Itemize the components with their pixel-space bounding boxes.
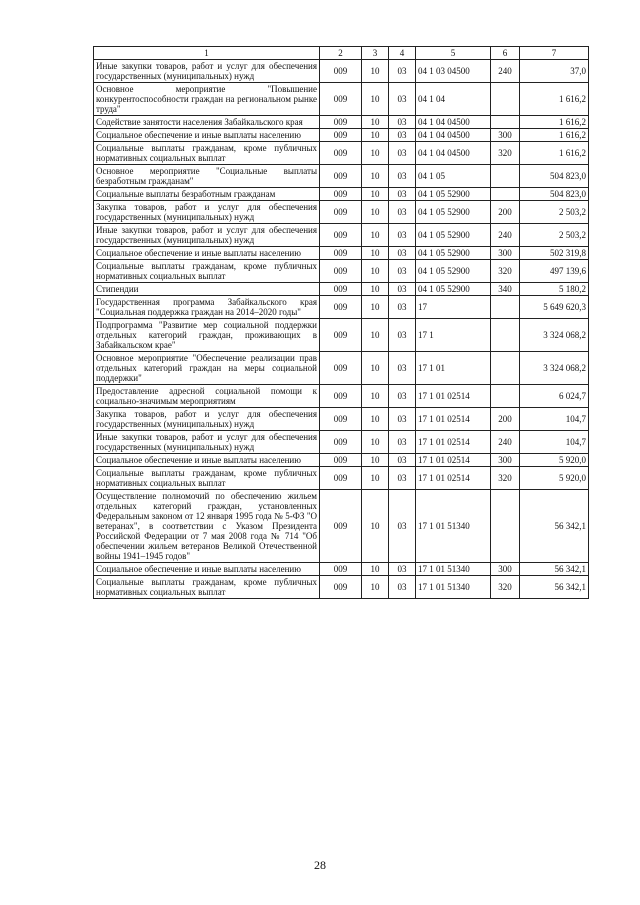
- row-target-article-cell: 04 1 05 52900: [416, 260, 491, 283]
- row-target-article-cell: 17 1 01 02514: [416, 385, 491, 408]
- row-subsection-cell: 03: [389, 142, 416, 165]
- row-code-cell: 009: [320, 60, 362, 83]
- row-name-cell: Иные закупки товаров, работ и услуг для обеспечения государственных (муниципальных) нужд: [94, 60, 320, 83]
- row-target-article-cell: 04 1 05: [416, 165, 491, 188]
- table-row: [94, 454, 589, 467]
- row-expense-type-cell: [491, 165, 520, 188]
- row-subsection-cell: 03: [389, 431, 416, 454]
- table-row: [94, 260, 589, 283]
- row-subsection-cell: 03: [389, 165, 416, 188]
- row-section-cell: 10: [362, 296, 389, 319]
- row-name-cell: Социальные выплаты безработным гражданам: [94, 188, 320, 201]
- row-expense-type-cell: [491, 116, 520, 129]
- table-row: [94, 563, 589, 576]
- row-code-cell: 009: [320, 454, 362, 467]
- row-expense-type-cell: 340: [491, 283, 520, 296]
- table-row: [94, 385, 589, 408]
- row-target-article-cell: 04 1 05 52900: [416, 283, 491, 296]
- page-number: 28: [314, 858, 326, 872]
- row-section-cell: 10: [362, 408, 389, 431]
- row-section-cell: 10: [362, 454, 389, 467]
- row-name-cell: Основное мероприятие "Обеспечение реализации прав отдельных категорий граждан на меры социальной поддержки": [94, 352, 320, 385]
- row-section-cell: 10: [362, 283, 389, 296]
- table-row: [94, 165, 589, 188]
- row-target-article-cell: 17 1 01 02514: [416, 431, 491, 454]
- row-subsection-cell: 03: [389, 116, 416, 129]
- row-section-cell: 10: [362, 224, 389, 247]
- row-subsection-cell: 03: [389, 408, 416, 431]
- row-section-cell: 10: [362, 319, 389, 352]
- row-name-cell: Иные закупки товаров, работ и услуг для обеспечения государственных (муниципальных) нужд: [94, 431, 320, 454]
- row-target-article-cell: 04 1 05 52900: [416, 224, 491, 247]
- row-subsection-cell: 03: [389, 247, 416, 260]
- table-row: [94, 60, 589, 83]
- row-amount-cell: 1 616,2: [520, 142, 589, 165]
- table-row: [94, 467, 589, 490]
- row-amount-cell: 37,0: [520, 60, 589, 83]
- row-amount-cell: 1 616,2: [520, 129, 589, 142]
- row-section-cell: 10: [362, 352, 389, 385]
- row-subsection-cell: 03: [389, 60, 416, 83]
- row-amount-cell: 504 823,0: [520, 165, 589, 188]
- row-expense-type-cell: 320: [491, 142, 520, 165]
- table-row: [94, 188, 589, 201]
- row-expense-type-cell: 200: [491, 408, 520, 431]
- row-amount-cell: 1 616,2: [520, 83, 589, 116]
- row-amount-cell: 56 342,1: [520, 576, 589, 599]
- row-name-cell: Социальное обеспечение и иные выплаты населению: [94, 129, 320, 142]
- table-body: [94, 60, 589, 599]
- row-code-cell: 009: [320, 142, 362, 165]
- row-expense-type-cell: [491, 352, 520, 385]
- row-section-cell: 10: [362, 165, 389, 188]
- row-section-cell: 10: [362, 116, 389, 129]
- row-subsection-cell: 03: [389, 296, 416, 319]
- row-subsection-cell: 03: [389, 83, 416, 116]
- table-row: [94, 490, 589, 563]
- row-amount-cell: 104,7: [520, 408, 589, 431]
- row-expense-type-cell: 300: [491, 563, 520, 576]
- row-name-cell: Закупка товаров, работ и услуг для обеспечения государственных (муниципальных) нужд: [94, 408, 320, 431]
- row-code-cell: 009: [320, 319, 362, 352]
- row-target-article-cell: 04 1 05 52900: [416, 201, 491, 224]
- table-row: [94, 352, 589, 385]
- budget-table: [93, 46, 589, 599]
- header-cell-7: 7: [520, 47, 589, 60]
- row-section-cell: 10: [362, 385, 389, 408]
- row-code-cell: 009: [320, 129, 362, 142]
- row-code-cell: 009: [320, 165, 362, 188]
- table-row: [94, 283, 589, 296]
- row-amount-cell: 497 139,6: [520, 260, 589, 283]
- row-amount-cell: 3 324 068,2: [520, 319, 589, 352]
- row-amount-cell: 2 503,2: [520, 224, 589, 247]
- row-name-cell: Стипендии: [94, 283, 320, 296]
- row-subsection-cell: 03: [389, 467, 416, 490]
- row-name-cell: Социальные выплаты гражданам, кроме публичных нормативных социальных выплат: [94, 576, 320, 599]
- row-subsection-cell: 03: [389, 490, 416, 563]
- table-row: [94, 83, 589, 116]
- row-code-cell: 009: [320, 224, 362, 247]
- table-header: [94, 47, 589, 60]
- row-expense-type-cell: 300: [491, 247, 520, 260]
- row-section-cell: 10: [362, 431, 389, 454]
- row-subsection-cell: 03: [389, 352, 416, 385]
- row-code-cell: 009: [320, 283, 362, 296]
- row-amount-cell: 3 324 068,2: [520, 352, 589, 385]
- row-expense-type-cell: 240: [491, 224, 520, 247]
- row-subsection-cell: 03: [389, 201, 416, 224]
- row-expense-type-cell: 240: [491, 431, 520, 454]
- row-target-article-cell: 17 1 01 02514: [416, 467, 491, 490]
- row-target-article-cell: 17 1: [416, 319, 491, 352]
- row-target-article-cell: 04 1 04 04500: [416, 129, 491, 142]
- table-row: [94, 247, 589, 260]
- row-name-cell: Осуществление полномочий по обеспечению жильем отдельных категорий граждан, установленных Федеральным законом от 12 января 1995 года № 5-ФЗ "О ветеранах", в соответствии с Указом Президента Российской Федерации от 7 мая 2008 года № 714 "Об обеспечении жильем ветеранов Великой Отечественной войны 1941–1945 годов": [94, 490, 320, 563]
- row-subsection-cell: 03: [389, 454, 416, 467]
- row-expense-type-cell: 300: [491, 454, 520, 467]
- table-row: [94, 431, 589, 454]
- row-amount-cell: 56 342,1: [520, 563, 589, 576]
- row-subsection-cell: 03: [389, 260, 416, 283]
- row-expense-type-cell: [491, 319, 520, 352]
- row-section-cell: 10: [362, 129, 389, 142]
- row-section-cell: 10: [362, 563, 389, 576]
- row-expense-type-cell: [491, 490, 520, 563]
- table-row: [94, 319, 589, 352]
- row-name-cell: Основное мероприятие "Социальные выплаты безработным гражданам": [94, 165, 320, 188]
- header-cell-2: 2: [320, 47, 362, 60]
- row-section-cell: 10: [362, 83, 389, 116]
- row-amount-cell: 2 503,2: [520, 201, 589, 224]
- row-expense-type-cell: [491, 296, 520, 319]
- row-name-cell: Социальные выплаты гражданам, кроме публичных нормативных социальных выплат: [94, 142, 320, 165]
- header-cell-6: 6: [491, 47, 520, 60]
- row-section-cell: 10: [362, 247, 389, 260]
- row-expense-type-cell: 240: [491, 60, 520, 83]
- table-row: [94, 408, 589, 431]
- table-row: [94, 224, 589, 247]
- row-name-cell: Иные закупки товаров, работ и услуг для обеспечения государственных (муниципальных) нужд: [94, 224, 320, 247]
- header-row: [94, 47, 589, 60]
- row-section-cell: 10: [362, 188, 389, 201]
- row-amount-cell: 56 342,1: [520, 490, 589, 563]
- row-subsection-cell: 03: [389, 129, 416, 142]
- row-amount-cell: 5 649 620,3: [520, 296, 589, 319]
- row-expense-type-cell: [491, 385, 520, 408]
- row-expense-type-cell: [491, 188, 520, 201]
- row-section-cell: 10: [362, 576, 389, 599]
- row-code-cell: 009: [320, 467, 362, 490]
- row-code-cell: 009: [320, 188, 362, 201]
- row-expense-type-cell: 300: [491, 129, 520, 142]
- row-target-article-cell: 17 1 01 51340: [416, 576, 491, 599]
- row-name-cell: Социальное обеспечение и иные выплаты населению: [94, 454, 320, 467]
- row-subsection-cell: 03: [389, 224, 416, 247]
- row-code-cell: 009: [320, 260, 362, 283]
- row-name-cell: Закупка товаров, работ и услуг для обеспечения государственных (муниципальных) нужд: [94, 201, 320, 224]
- row-amount-cell: 5 920,0: [520, 467, 589, 490]
- row-amount-cell: 502 319,8: [520, 247, 589, 260]
- row-name-cell: Основное мероприятие "Повышение конкурентоспособности граждан на региональном рынке труда": [94, 83, 320, 116]
- row-code-cell: 009: [320, 352, 362, 385]
- row-target-article-cell: 04 1 03 04500: [416, 60, 491, 83]
- row-amount-cell: 504 823,0: [520, 188, 589, 201]
- row-section-cell: 10: [362, 201, 389, 224]
- row-code-cell: 009: [320, 296, 362, 319]
- row-code-cell: 009: [320, 576, 362, 599]
- header-cell-4: 4: [389, 47, 416, 60]
- row-subsection-cell: 03: [389, 283, 416, 296]
- row-section-cell: 10: [362, 260, 389, 283]
- header-cell-1: 1: [94, 47, 320, 60]
- row-amount-cell: 5 920,0: [520, 454, 589, 467]
- row-target-article-cell: 17 1 01 02514: [416, 454, 491, 467]
- row-name-cell: Подпрограмма "Развитие мер социальной поддержки отдельных категорий граждан, проживающих в Забайкальском крае": [94, 319, 320, 352]
- row-amount-cell: 1 616,2: [520, 116, 589, 129]
- row-name-cell: Социальное обеспечение и иные выплаты населению: [94, 247, 320, 260]
- row-amount-cell: 6 024,7: [520, 385, 589, 408]
- table-row: [94, 201, 589, 224]
- row-target-article-cell: 04 1 04: [416, 83, 491, 116]
- row-subsection-cell: 03: [389, 576, 416, 599]
- row-name-cell: Социальное обеспечение и иные выплаты населению: [94, 563, 320, 576]
- row-target-article-cell: 04 1 04 04500: [416, 142, 491, 165]
- row-subsection-cell: 03: [389, 563, 416, 576]
- row-name-cell: Предоставление адресной социальной помощи к социально-значимым мероприятиям: [94, 385, 320, 408]
- row-target-article-cell: 04 1 04 04500: [416, 116, 491, 129]
- row-code-cell: 009: [320, 490, 362, 563]
- row-section-cell: 10: [362, 60, 389, 83]
- row-expense-type-cell: 200: [491, 201, 520, 224]
- row-section-cell: 10: [362, 467, 389, 490]
- row-code-cell: 009: [320, 201, 362, 224]
- row-subsection-cell: 03: [389, 319, 416, 352]
- table-row: [94, 129, 589, 142]
- table-row: [94, 576, 589, 599]
- row-subsection-cell: 03: [389, 188, 416, 201]
- row-name-cell: Социальные выплаты гражданам, кроме публичных нормативных социальных выплат: [94, 467, 320, 490]
- table-row: [94, 142, 589, 165]
- row-code-cell: 009: [320, 563, 362, 576]
- row-section-cell: 10: [362, 490, 389, 563]
- row-amount-cell: 104,7: [520, 431, 589, 454]
- row-target-article-cell: 17 1 01 02514: [416, 408, 491, 431]
- row-code-cell: 009: [320, 385, 362, 408]
- row-name-cell: Содействие занятости населения Забайкальского края: [94, 116, 320, 129]
- row-target-article-cell: 17 1 01: [416, 352, 491, 385]
- row-amount-cell: 5 180,2: [520, 283, 589, 296]
- row-target-article-cell: 04 1 05 52900: [416, 247, 491, 260]
- row-code-cell: 009: [320, 247, 362, 260]
- row-expense-type-cell: [491, 83, 520, 116]
- row-expense-type-cell: 320: [491, 260, 520, 283]
- row-code-cell: 009: [320, 116, 362, 129]
- row-expense-type-cell: 320: [491, 576, 520, 599]
- header-cell-5: 5: [416, 47, 491, 60]
- row-target-article-cell: 17 1 01 51340: [416, 563, 491, 576]
- row-code-cell: 009: [320, 431, 362, 454]
- row-code-cell: 009: [320, 83, 362, 116]
- row-target-article-cell: 17: [416, 296, 491, 319]
- row-target-article-cell: 04 1 05 52900: [416, 188, 491, 201]
- row-subsection-cell: 03: [389, 385, 416, 408]
- row-name-cell: Государственная программа Забайкальского края "Социальная поддержка граждан на 2014–2020 годы": [94, 296, 320, 319]
- row-expense-type-cell: 320: [491, 467, 520, 490]
- row-name-cell: Социальные выплаты гражданам, кроме публичных нормативных социальных выплат: [94, 260, 320, 283]
- table-row: [94, 296, 589, 319]
- row-code-cell: 009: [320, 408, 362, 431]
- row-target-article-cell: 17 1 01 51340: [416, 490, 491, 563]
- row-section-cell: 10: [362, 142, 389, 165]
- header-cell-3: 3: [362, 47, 389, 60]
- table-row: [94, 116, 589, 129]
